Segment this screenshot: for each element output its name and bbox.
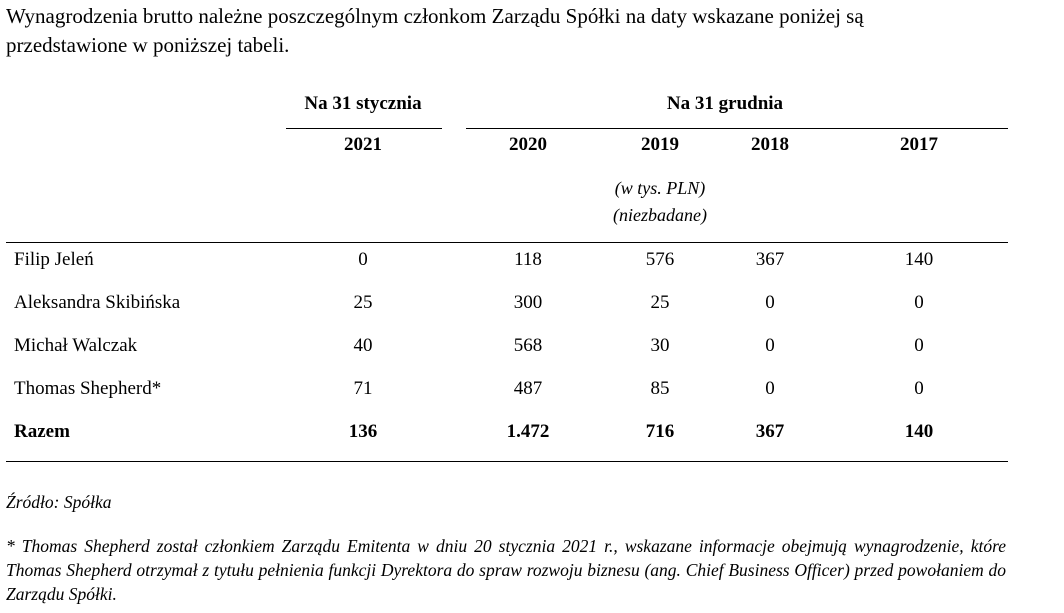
intro-line-2: przedstawione w poniższej tabeli. [6, 33, 290, 57]
cell-filip-2017: 140 [904, 249, 934, 270]
cell-total-2019: 716 [645, 421, 675, 442]
cell-total-2021: 136 [348, 421, 378, 442]
intro-line-1: Wynagrodzenia brutto należne poszczególnym członkom Zarządu Spółki na daty wskazane poniżej są [6, 4, 864, 28]
cell-aleksandra-2019: 25 [650, 292, 670, 313]
cell-thomas-2017: 0 [914, 378, 924, 399]
unaudited-label: (niezbadane) [613, 205, 707, 225]
units-label: (w tys. PLN) [614, 178, 706, 198]
row-label-filip-jelen: Filip Jeleń [14, 249, 94, 270]
header-december: Na 31 grudnia [666, 93, 784, 114]
cell-filip-2018: 367 [755, 249, 785, 270]
row-label-michal-walczak: Michał Walczak [14, 335, 138, 356]
header-rule-december [466, 128, 1008, 129]
cell-total-2018: 367 [755, 421, 785, 442]
cell-michal-2017: 0 [914, 335, 924, 356]
footnote: * Thomas Shepherd został członkiem Zarządu Emitenta w dniu 20 stycznia 2021 r., wskazane informacje obejmują wynagrodzenie, które Thomas Shepherd otrzymał z tytułu pełnienia funkcji Dyrektora do spraw rozwoju biznesu (ang. Chief Business Officer) przed powołaniem do Zarządu Spółki. [6, 536, 1006, 604]
header-rule-january [286, 128, 442, 129]
row-label-thomas-shepherd: Thomas Shepherd* [14, 378, 162, 399]
cell-aleksandra-2021: 25 [353, 292, 373, 313]
cell-thomas-2019: 85 [650, 378, 670, 399]
header-january: Na 31 stycznia [304, 93, 422, 114]
year-header-2019: 2019 [641, 134, 679, 155]
year-header-2018: 2018 [751, 134, 789, 155]
cell-michal-2021: 40 [353, 335, 373, 356]
cell-thomas-2020: 487 [513, 378, 543, 399]
cell-aleksandra-2020: 300 [513, 292, 543, 313]
cell-aleksandra-2018: 0 [765, 292, 775, 313]
cell-filip-2020: 118 [514, 249, 542, 270]
cell-michal-2019: 30 [650, 335, 670, 356]
cell-total-2017: 140 [904, 421, 934, 442]
year-header-2021: 2021 [344, 134, 382, 155]
table-bottom-rule [6, 461, 1008, 462]
cell-thomas-2018: 0 [765, 378, 775, 399]
row-label-aleksandra-skibinska: Aleksandra Skibińska [14, 292, 181, 313]
cell-aleksandra-2017: 0 [914, 292, 924, 313]
cell-michal-2020: 568 [513, 335, 543, 356]
year-header-2017: 2017 [900, 134, 938, 155]
row-label-total: Razem [14, 421, 70, 442]
cell-thomas-2021: 71 [353, 378, 373, 399]
year-header-2020: 2020 [509, 134, 547, 155]
table-top-rule [6, 242, 1008, 243]
cell-filip-2019: 576 [645, 249, 675, 270]
cell-michal-2018: 0 [765, 335, 775, 356]
cell-filip-2021: 0 [358, 249, 368, 270]
cell-total-2020: 1.472 [506, 421, 550, 442]
source-note: Źródło: Spółka [6, 492, 112, 512]
